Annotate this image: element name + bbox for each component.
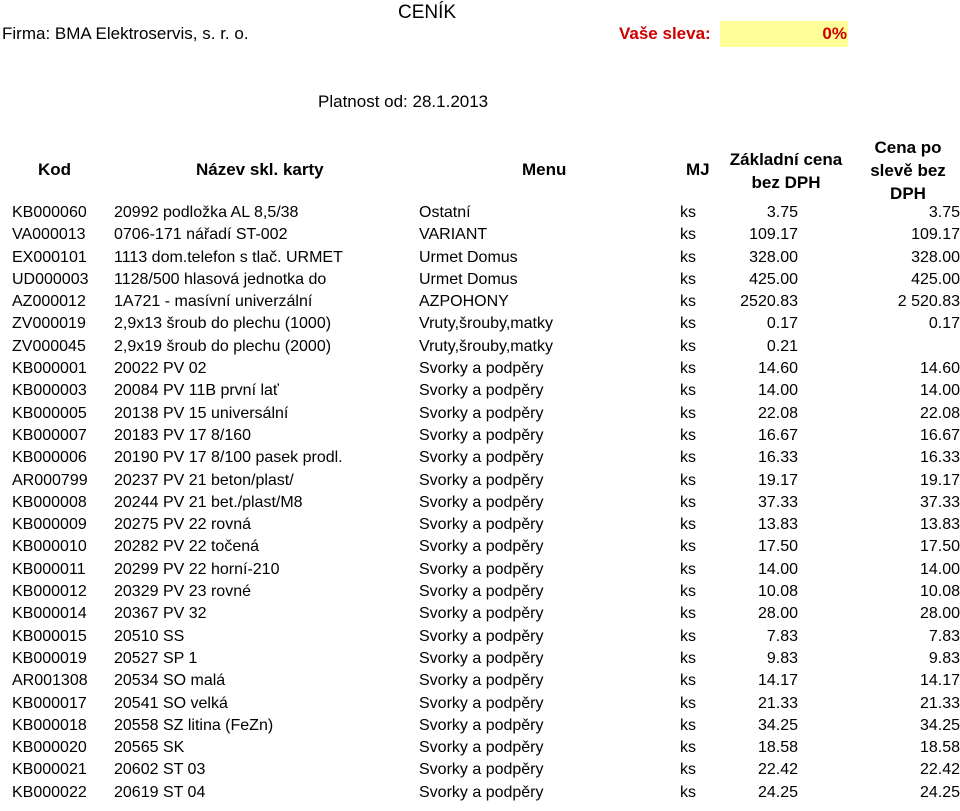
cell-base-price: 425.00 (749, 270, 798, 288)
cell-name: 2,9x19 šroub do plechu (2000) (114, 337, 332, 355)
cell-discount-price: 24.25 (919, 783, 960, 801)
cell-kod: ZV000019 (12, 315, 86, 333)
cell-menu: Svorky a podpěry (419, 649, 544, 667)
cell-name: 20237 PV 21 beton/plast/ (114, 471, 294, 489)
cell-discount-price: 10.08 (919, 583, 960, 601)
discount-value[interactable]: 0% (822, 24, 847, 43)
cell-base-price: 2520.83 (740, 293, 798, 311)
cell-menu: Svorky a podpěry (419, 516, 544, 534)
cell-menu: Svorky a podpěry (419, 783, 544, 801)
cell-menu: Svorky a podpěry (419, 560, 544, 578)
table-row (0, 293, 960, 315)
cell-kod: EX000101 (12, 248, 87, 266)
cell-kod: KB000008 (12, 493, 87, 511)
cell-name: 20558 SZ litina (FeZn) (114, 716, 274, 734)
cell-mj: ks (680, 360, 696, 378)
cell-menu: Svorky a podpěry (419, 360, 544, 378)
cell-discount-price: 328.00 (911, 248, 960, 266)
cell-name: 20183 PV 17 8/160 (114, 426, 252, 444)
cell-mj: ks (680, 382, 696, 400)
cell-base-price: 109.17 (749, 226, 798, 244)
cell-discount-price: 14.60 (919, 360, 960, 378)
table-row (0, 739, 960, 761)
cell-name: 20275 PV 22 rovná (114, 516, 251, 534)
table-row (0, 672, 960, 694)
cell-mj: ks (680, 404, 696, 422)
table-row (0, 315, 960, 337)
cell-mj: ks (680, 293, 696, 311)
cell-menu: Svorky a podpěry (419, 404, 544, 422)
cell-name: 20619 ST 04 (114, 783, 206, 801)
cell-mj: ks (680, 449, 696, 467)
cell-menu: Svorky a podpěry (419, 739, 544, 757)
cell-mj: ks (680, 226, 696, 244)
cell-kod: KB000011 (12, 560, 86, 578)
column-header-menu: Menu (522, 160, 567, 179)
cell-menu: Svorky a podpěry (419, 493, 544, 511)
table-row (0, 338, 960, 360)
cell-kod: KB000018 (12, 716, 87, 734)
cell-base-price: 28.00 (757, 605, 798, 623)
cell-discount-price: 14.00 (919, 560, 960, 578)
cell-mj: ks (680, 516, 696, 534)
cell-mj: ks (680, 471, 696, 489)
cell-name: 20244 PV 21 bet./plast/M8 (114, 493, 303, 511)
table-row (0, 784, 960, 806)
cell-menu: Svorky a podpěry (419, 694, 544, 712)
cell-name: 2,9x13 šroub do plechu (1000) (114, 315, 332, 333)
table-row (0, 695, 960, 717)
cell-discount-price: 3.75 (928, 204, 960, 221)
cell-base-price: 22.08 (757, 404, 798, 422)
table-row (0, 472, 960, 494)
table-row (0, 382, 960, 404)
cell-kod: KB000009 (12, 516, 87, 534)
cell-kod: KB000006 (12, 449, 87, 467)
cell-name: 20565 SK (114, 739, 185, 757)
cell-discount-price: 37.33 (919, 493, 960, 511)
cell-kod: AR001308 (12, 672, 88, 690)
cell-name: 1128/500 hlasová jednotka do (114, 270, 327, 288)
cell-base-price: 22.42 (757, 761, 798, 779)
cell-menu: Urmet Domus (419, 248, 518, 266)
cell-mj: ks (680, 649, 696, 667)
column-header-base-price: Základní cena bez DPH (729, 150, 843, 192)
cell-name: 20190 PV 17 8/100 pasek prodl. (114, 449, 343, 467)
cell-base-price: 34.25 (757, 716, 798, 734)
cell-name: 20602 ST 03 (114, 761, 206, 779)
cell-kod: KB000020 (12, 739, 87, 757)
cell-kod: UD000003 (12, 270, 89, 288)
cell-discount-price: 34.25 (919, 716, 960, 734)
cell-discount-price: 7.83 (928, 627, 960, 645)
table-row (0, 249, 960, 271)
cell-kod: KB000021 (12, 761, 87, 779)
cell-mj: ks (680, 315, 696, 333)
cell-name: 0706-171 nářadí ST-002 (114, 226, 288, 244)
cell-name: 20541 SO velká (114, 694, 228, 712)
column-header-name: Název skl. karty (196, 160, 324, 179)
cell-discount-price: 2 520.83 (897, 293, 960, 311)
table-row (0, 561, 960, 583)
cell-kod: AZ000012 (12, 293, 86, 311)
cell-name: 1113 dom.telefon s tlač. URMET (114, 248, 343, 266)
cell-base-price: 14.17 (757, 672, 798, 690)
cell-menu: Svorky a podpěry (419, 627, 544, 645)
table-row (0, 583, 960, 605)
cell-mj: ks (680, 493, 696, 511)
cell-menu: AZPOHONY (419, 293, 509, 311)
cell-mj: ks (680, 739, 696, 757)
cell-menu: Vruty,šrouby,matky (419, 315, 553, 333)
cell-name: 20282 PV 22 točená (114, 538, 260, 556)
cell-menu: Svorky a podpěry (419, 761, 544, 779)
cell-discount-price: 13.83 (919, 516, 960, 534)
cell-mj: ks (680, 783, 696, 801)
cell-discount-price: 18.58 (919, 739, 960, 757)
cell-mj: ks (680, 270, 696, 288)
cell-name: 20992 podložka AL 8,5/38 (114, 204, 299, 221)
cell-base-price: 3.75 (766, 204, 798, 221)
cell-menu: Urmet Domus (419, 270, 518, 288)
cell-base-price: 328.00 (749, 248, 798, 266)
table-row (0, 427, 960, 449)
cell-mj: ks (680, 538, 696, 556)
table-row (0, 271, 960, 293)
cell-mj: ks (680, 248, 696, 266)
cell-name: 20510 SS (114, 627, 185, 645)
price-table (0, 204, 960, 806)
table-row (0, 516, 960, 538)
cell-mj: ks (680, 761, 696, 779)
cell-kod: AR000799 (12, 471, 88, 489)
cell-mj: ks (680, 426, 696, 444)
table-row (0, 204, 960, 226)
cell-base-price: 14.00 (757, 560, 798, 578)
cell-mj: ks (680, 337, 696, 355)
column-header-mj: MJ (686, 160, 710, 179)
cell-kod: KB000007 (12, 426, 87, 444)
valid-from: Platnost od: 28.1.2013 (318, 92, 489, 111)
cell-name: 20527 SP 1 (114, 649, 198, 667)
table-row (0, 494, 960, 516)
cell-mj: ks (680, 560, 696, 578)
cell-menu: Svorky a podpěry (419, 382, 544, 400)
cell-menu: Svorky a podpěry (419, 426, 544, 444)
cell-kod: KB000017 (12, 694, 87, 712)
cell-name: 20022 PV 02 (114, 360, 207, 378)
cell-discount-price: 17.50 (919, 538, 960, 556)
table-row (0, 226, 960, 248)
cell-base-price: 24.25 (757, 783, 798, 801)
cell-name: 1A721 - masívní univerzální (114, 293, 313, 311)
cell-base-price: 18.58 (757, 739, 798, 757)
cell-mj: ks (680, 583, 696, 601)
cell-kod: ZV000045 (12, 337, 86, 355)
column-header-kod: Kod (38, 160, 72, 179)
cell-base-price: 21.33 (757, 694, 798, 712)
table-row (0, 605, 960, 627)
table-row (0, 449, 960, 471)
cell-mj: ks (680, 204, 696, 221)
cell-base-price: 10.08 (757, 583, 798, 601)
cell-menu: Svorky a podpěry (419, 471, 544, 489)
cell-discount-price: 14.17 (919, 672, 960, 690)
cell-base-price: 17.50 (757, 538, 798, 556)
cell-name: 20299 PV 22 horní-210 (114, 560, 280, 578)
cell-mj: ks (680, 694, 696, 712)
table-row (0, 538, 960, 560)
cell-base-price: 16.67 (757, 426, 798, 444)
cell-menu: Svorky a podpěry (419, 716, 544, 734)
cell-base-price: 13.83 (757, 516, 798, 534)
page-title: CENÍK (398, 2, 457, 23)
table-row (0, 761, 960, 783)
cell-base-price: 9.83 (766, 649, 798, 667)
cell-discount-price: 16.33 (919, 449, 960, 467)
table-row (0, 405, 960, 427)
cell-name: 20138 PV 15 universální (114, 404, 289, 422)
table-row (0, 360, 960, 382)
cell-kod: KB000012 (12, 583, 87, 601)
cell-discount-price: 109.17 (911, 226, 960, 244)
cell-kod: KB000001 (12, 360, 87, 378)
cell-name: 20534 SO malá (114, 672, 226, 690)
cell-discount-price: 16.67 (919, 426, 960, 444)
column-header-discount-price: Cena po slevě bez DPH (870, 138, 946, 203)
cell-kod: KB000003 (12, 382, 87, 400)
cell-base-price: 0.21 (766, 337, 798, 355)
cell-menu: Svorky a podpěry (419, 449, 544, 467)
cell-base-price: 14.00 (757, 382, 798, 400)
cell-menu: Svorky a podpěry (419, 538, 544, 556)
cell-base-price: 14.60 (757, 360, 798, 378)
cell-menu: Ostatní (419, 204, 471, 221)
cell-base-price: 0.17 (766, 315, 798, 333)
cell-discount-price: 0.17 (928, 315, 960, 333)
cell-mj: ks (680, 672, 696, 690)
cell-kod: KB000019 (12, 649, 87, 667)
cell-discount-price: 14.00 (919, 382, 960, 400)
table-row (0, 650, 960, 672)
cell-menu: Svorky a podpěry (419, 583, 544, 601)
cell-mj: ks (680, 627, 696, 645)
cell-discount-price: 425.00 (911, 270, 960, 288)
cell-kod: KB000060 (12, 204, 87, 221)
cell-kod: KB000005 (12, 404, 87, 422)
cell-base-price: 7.83 (766, 627, 798, 645)
cell-kod: KB000015 (12, 627, 87, 645)
cell-name: 20329 PV 23 rovné (114, 583, 251, 601)
cell-discount-price: 19.17 (919, 471, 960, 489)
cell-menu: Svorky a podpěry (419, 672, 544, 690)
cell-name: 20084 PV 11B první lať (114, 382, 279, 400)
cell-discount-price: 21.33 (919, 694, 960, 712)
cell-menu: Svorky a podpěry (419, 605, 544, 623)
cell-discount-price: 22.42 (919, 761, 960, 779)
company-name: Firma: BMA Elektroservis, s. r. o. (2, 24, 249, 43)
table-row (0, 628, 960, 650)
cell-name: 20367 PV 32 (114, 605, 207, 623)
cell-discount-price: 22.08 (919, 404, 960, 422)
cell-base-price: 16.33 (757, 449, 798, 467)
cell-mj: ks (680, 605, 696, 623)
cell-mj: ks (680, 716, 696, 734)
table-row (0, 717, 960, 739)
cell-discount-price: 28.00 (919, 605, 960, 623)
cell-menu: Vruty,šrouby,matky (419, 337, 553, 355)
cell-menu: VARIANT (419, 226, 488, 244)
cell-base-price: 19.17 (757, 471, 798, 489)
cell-discount-price: 9.83 (928, 649, 960, 667)
cell-kod: KB000010 (12, 538, 87, 556)
discount-label: Vaše sleva: (619, 24, 711, 43)
cell-kod: KB000022 (12, 783, 87, 801)
cell-kod: KB000014 (12, 605, 87, 623)
cell-kod: VA000013 (12, 226, 86, 244)
cell-base-price: 37.33 (757, 493, 798, 511)
